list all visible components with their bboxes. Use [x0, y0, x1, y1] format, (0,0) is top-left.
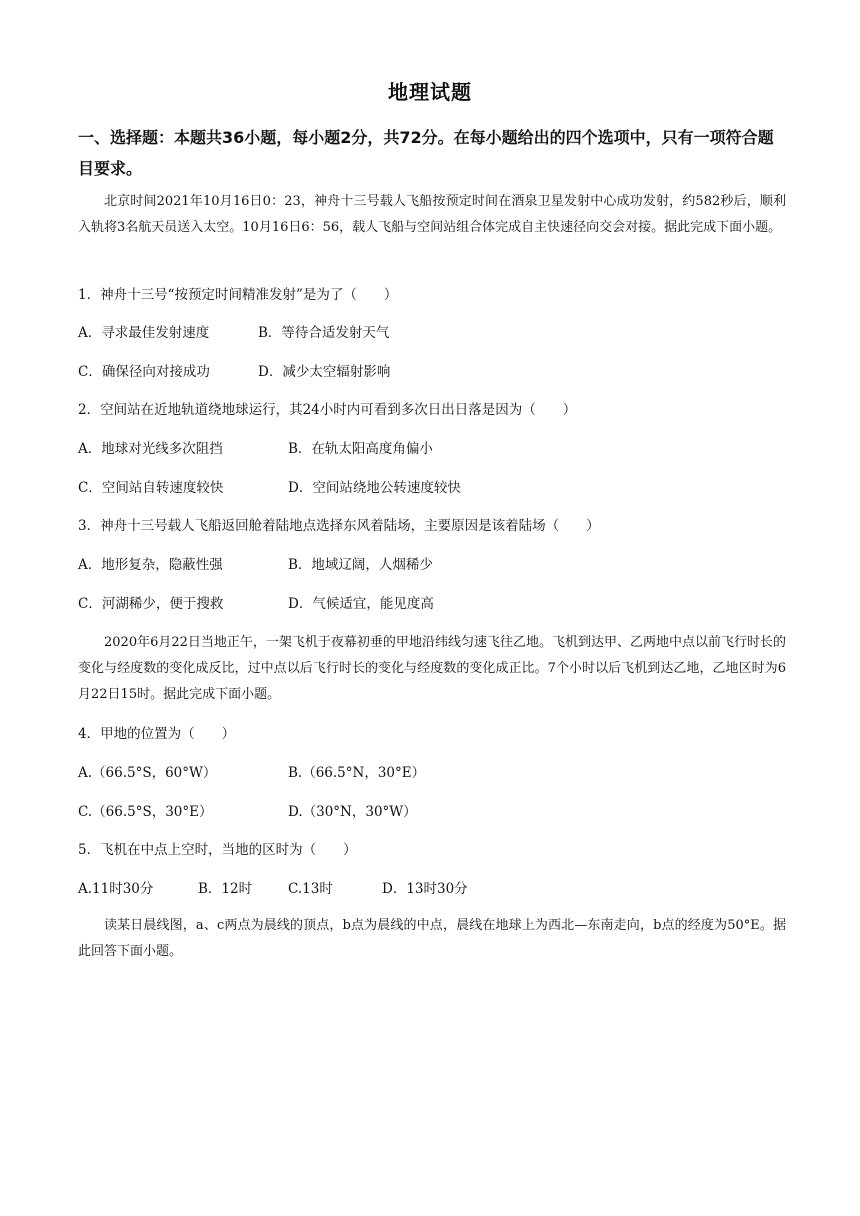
q5-option-c: C.13时 [288, 881, 333, 897]
q3-option-c: C．河湖稀少，便于搜救 [78, 596, 224, 612]
q5-option-b: B．12时 [198, 881, 253, 897]
q3-option-a: A．地形复杂，隐蔽性强 [78, 557, 223, 573]
q2-option-a: A．地球对光线多次阻挡 [78, 441, 223, 457]
passage-3: 读某日晨线图，a、c两点为晨线的顶点，b点为晨线的中点，晨线在地球上为西北—东南走向，b点的经度为50°E。据此回答下面小题。 [78, 918, 786, 959]
page-title: 地理试题 [388, 80, 472, 104]
section-heading: 一、选择题：本题共36小题，每小题2分，共72分。在每小题给出的四个选项中，只有一项符合题目要求。 [78, 128, 774, 178]
q4-option-b: B.（66.5°N，30°E） [288, 765, 426, 781]
q4-option-a: A.（66.5°S，60°W） [78, 765, 217, 781]
q5-option-a: A.11时30分 [78, 881, 154, 897]
q5-option-d: D．13时30分 [382, 881, 468, 897]
question-4-stem: 4．甲地的位置为（ ） [78, 726, 236, 742]
q1-option-b: B．等待合适发射天气 [258, 325, 390, 341]
q1-option-c: C．确保径向对接成功 [78, 364, 210, 380]
question-3-stem: 3．神舟十三号载人飞船返回舱着陆地点选择东风着陆场，主要原因是该着陆场（ ） [78, 518, 600, 534]
question-5-stem: 5．飞机在中点上空时，当地的区时为（ ） [78, 842, 357, 858]
q1-option-d: D．减少太空辐射影响 [258, 364, 391, 380]
q2-option-d: D．空间站绕地公转速度较快 [288, 480, 461, 496]
question-2-stem: 2．空间站在近地轨道绕地球运行，其24小时内可看到多次日出日落是因为（ ） [78, 402, 577, 418]
q2-option-b: B．在轨太阳高度角偏小 [288, 441, 433, 457]
q4-option-d: D.（30°N，30°W） [288, 804, 417, 820]
q3-option-b: B．地域辽阔，人烟稀少 [288, 557, 433, 573]
q2-option-c: C．空间站自转速度较快 [78, 480, 224, 496]
passage-1: 北京时间2021年10月16日0：23，神舟十三号载人飞船按预定时间在酒泉卫星发射中心成功发射，约582秒后，顺利入轨将3名航天员送入太空。10月16日6：56，载人飞船与空间站组合体完成自主快速径向交会对接。据此完成下面小题。 [78, 194, 786, 235]
question-1-stem: 1．神舟十三号“按预定时间精准发射”是为了（ ） [78, 287, 398, 303]
passage-2: 2020年6月22日当地正午，一架飞机于夜幕初垂的甲地沿纬线匀速飞往乙地。飞机到达甲、乙两地中点以前飞行时长的变化与经度数的变化成反比，过中点以后飞行时长的变化与经度数的变化成正比。7个小时以后飞机到达乙地，乙地区时为6月22日15时。据此完成下面小题。 [78, 635, 786, 702]
q3-option-d: D．气候适宜，能见度高 [288, 596, 434, 612]
q4-option-c: C.（66.5°S，30°E） [78, 804, 213, 820]
q1-option-a: A．寻求最佳发射速度 [78, 325, 210, 341]
